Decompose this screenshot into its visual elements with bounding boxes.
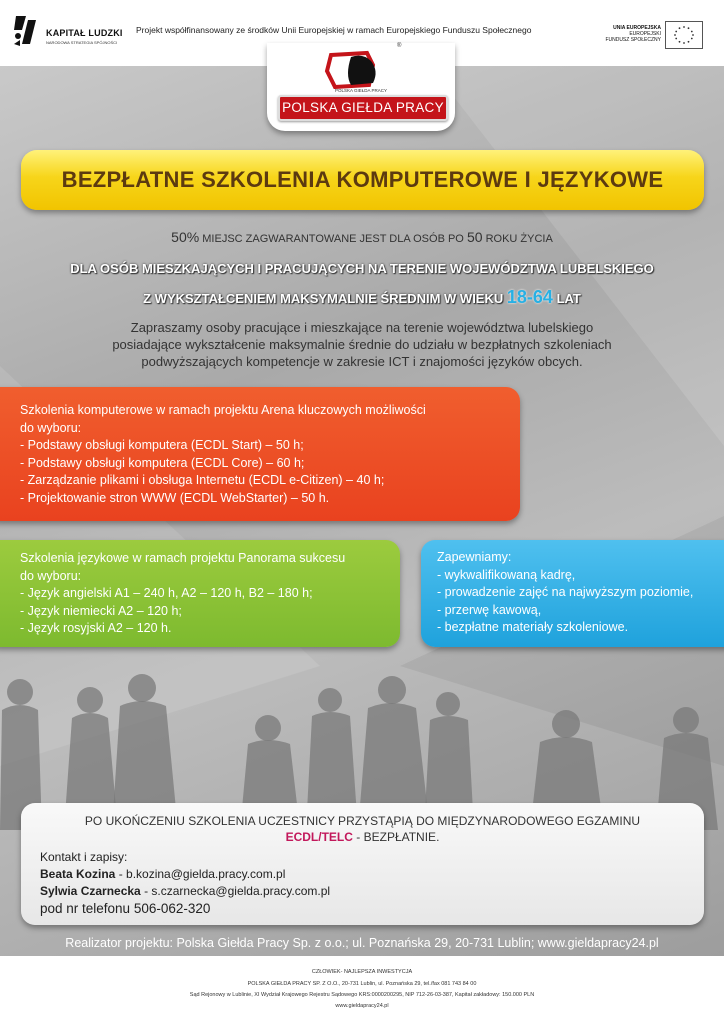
footer (0, 957, 724, 1024)
intro-line: podwyższających kompetencje w zakresie ICT i znajomości języków obcych. (141, 354, 583, 369)
intro-paragraph (80, 319, 644, 370)
guarantee-item: - przerwę kawową, (437, 602, 542, 617)
contact-email-link[interactable]: - s.czarnecka@gielda.pracy.com.pl (140, 884, 331, 898)
quota-text-1: MIEJSC ZAGWARANTOWANE JEST DLA OSÓB PO (202, 233, 464, 245)
target-line-2-post: LAT (556, 291, 581, 306)
language-course-item: - Język niemiecki A2 – 120 h; (20, 603, 182, 618)
quota-percent: 50% (171, 229, 200, 245)
computer-course-item: - Projektowanie stron WWW (ECDL WebStarter) – 50 h. (20, 490, 330, 505)
polska-gielda-pracy-logo (267, 43, 455, 131)
language-courses-choice: do wyboru: (20, 568, 82, 583)
eu-flag-icon (665, 21, 703, 49)
contact-title: Kontakt i zapisy: (40, 850, 128, 864)
headline-banner (21, 150, 704, 210)
target-line-2-pre: Z WYKSZTAŁCENIEM MAKSYMALNIE ŚREDNIM W WIEKU (143, 291, 504, 306)
footer-line: POLSKA GIEŁDA PRACY SP. Z O.O., 20-731 Lublin, ul. Poznańska 29, tel./fax 081 743 84 00 (247, 981, 477, 987)
guarantees-title: Zapewniamy: (437, 550, 512, 564)
target-group (0, 255, 724, 313)
contact-name: Sylwia Czarnecka (40, 884, 141, 898)
language-courses-intro: Szkolenia językowe w ramach projektu Panorama sukcesu (20, 551, 346, 565)
eu-line-3: FUNDUSZ SPOŁECZNY (605, 37, 661, 43)
exam-name: ECDL/TELC (285, 830, 353, 844)
contact-details (40, 849, 330, 917)
guarantees-box (421, 540, 724, 647)
computer-course-item: - Zarządzanie plikami i obsługa Internetu (ECDL e-Citizen) – 40 h; (20, 473, 385, 487)
kapital-ludzki-emblem-icon (12, 14, 38, 48)
guarantee-item: - bezpłatne materiały szkoleniowe. (437, 620, 629, 634)
contact-person (40, 866, 330, 883)
intro-line: posiadające wykształcenie maksymalnie średnie do udziału w bezpłatnych szkoleniach (112, 337, 612, 352)
language-courses-box (0, 540, 400, 647)
kapital-ludzki-title: KAPITAŁ LUDZKI (46, 28, 123, 38)
target-age-range: 18-64 (506, 287, 553, 307)
people-silhouettes-image (0, 640, 724, 830)
contact-email-link[interactable]: - b.kozina@gielda.pracy.com.pl (115, 867, 286, 881)
quota-age: 50 (466, 229, 483, 245)
quota-text-2: ROKU ŻYCIA (485, 233, 553, 245)
realizator-line: Realizator projektu: Polska Giełda Pracy Sp. z o.o.; ul. Poznańska 29, 20-731 Lublin; www.gieldapracy24.pl (65, 936, 659, 950)
cofinance-text: Projekt współfinansowany ze środków Unii Europejskiej w ramach Europejskiego Funduszu Społecznego (136, 25, 532, 35)
footer-line: CZŁOWIEK- NAJLEPSZA INWESTYCJA (311, 969, 413, 975)
computer-courses-box (0, 387, 520, 521)
guarantee-item: - wykwalifikowaną kadrę, (437, 567, 576, 582)
kapital-ludzki-logo (12, 14, 132, 48)
headline-title: BEZPŁATNE SZKOLENIA KOMPUTEROWE I JĘZYKOWE (61, 167, 664, 192)
logo-banner-text: POLSKA GIEŁDA PRACY (282, 100, 444, 115)
contact-person (40, 883, 330, 900)
eu-title: UNIA EUROPEJSKA (613, 25, 661, 31)
contact-name: Beata Kozina (40, 867, 116, 881)
eu-label (595, 25, 661, 43)
footer-website-link[interactable]: www.gieldapracy24.pl (335, 1003, 389, 1009)
language-course-item: - Język angielski A1 – 240 h, A2 – 120 h, B2 – 180 h; (20, 586, 313, 600)
language-course-item: - Język rosyjski A2 – 120 h. (20, 621, 172, 635)
kapital-ludzki-subtitle: NARODOWA STRATEGIA SPÓJNOŚCI (46, 40, 118, 45)
exam-line-2-post: - BEZPŁATNIE. (352, 830, 440, 844)
footer-line: Sąd Rejonowy w Lublinie, XI Wydział Krajowego Rejestru Sądowego KRS:0000200295, NIP 712-26-03-387, Kapitał zakładowy: 150.000 PLN (189, 992, 535, 998)
exam-line-2 (21, 830, 704, 844)
target-line-2 (0, 283, 724, 313)
eu-line-2: EUROPEJSKI (629, 31, 661, 37)
poland-map-silhouette-icon (321, 49, 401, 89)
registered-mark: ® (397, 43, 402, 49)
computer-course-item: - Podstawy obsługi komputera (ECDL Start) – 50 h; (20, 438, 304, 452)
quota-line (0, 229, 724, 245)
guarantee-item: - prowadzenie zajęć na najwyższym poziomie, (437, 585, 694, 599)
intro-line: Zapraszamy osoby pracujące i mieszkające na terenie województwa lubelskiego (130, 320, 594, 335)
logo-small-text: POLSKA GIEŁDA PRACY (334, 88, 388, 93)
logo-banner (278, 95, 448, 121)
contact-phone: pod nr telefonu 506-062-320 (40, 901, 211, 916)
exam-line-1: PO UKOŃCZENIU SZKOLENIA UCZESTNICY PRZYSTĄPIĄ DO MIĘDZYNARODOWEGO EGZAMINU (84, 814, 641, 828)
computer-courses-choice: do wyboru: (20, 420, 82, 435)
computer-course-item: - Podstawy obsługi komputera (ECDL Core) – 60 h; (20, 455, 305, 470)
target-line-1: DLA OSÓB MIESZKAJĄCYCH I PRACUJĄCYCH NA TERENIE WOJEWÓDZTWA LUBELSKIEGO (70, 261, 654, 276)
computer-courses-intro: Szkolenia komputerowe w ramach projektu Arena kluczowych możliwości (20, 403, 426, 417)
contact-box (21, 803, 704, 925)
